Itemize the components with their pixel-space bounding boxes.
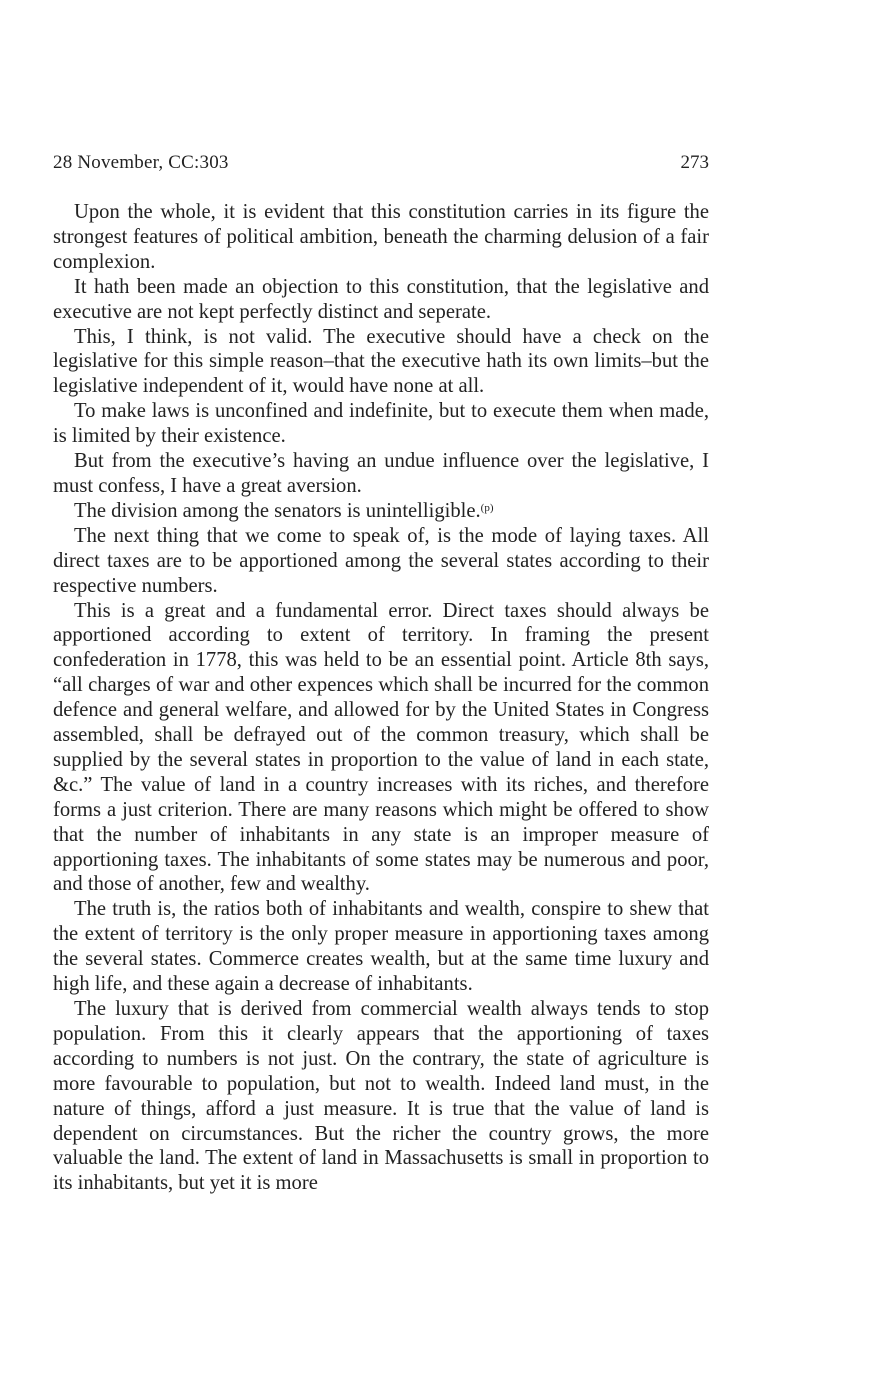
paragraph: The truth is, the ratios both of inhabitants and wealth, conspire to shew that the extent of territory is the only proper measure in apportioning taxes among the several states. Commerce creates wealth, but at the same time luxury and high life, and these again a decrease of inhabitants.	[53, 898, 709, 996]
paragraph: This is a great and a fundamental error. Direct taxes should always be apportioned according to extent of territory. In framing the present confederation in 1778, this was held to be an essential point. Article 8th says, “all charges of war and other expences which shall be incurred for the common defence and general welfare, and allowed for by the United States in Congress assembled, shall be defrayed out of the common treasury, which shall be supplied by the several states in proportion to the value of land in each state, &c.” The value of land in a country increases with its riches, and therefore forms a just criterion. There are many reasons which might be offered to show that the number of inhabitants in any state is an improper measure of apportioning taxes. The inhabitants of some states may be numerous and poor, and those of another, few and wealthy.	[53, 599, 709, 896]
running-head	[53, 150, 709, 176]
paragraph: But from the executive’s having an undue influence over the legislative, I must confess, I have a great aversion.	[53, 450, 709, 497]
page-number: 273	[680, 152, 709, 173]
body-text	[53, 200, 709, 1196]
paragraph: Upon the whole, it is evident that this constitution carries in its figure the strongest features of political ambition, beneath the charming delusion of a fair complexion.	[53, 201, 709, 273]
paragraph: The division among the senators is unintelligible.$^{(p)}$	[74, 499, 494, 522]
paragraph: It hath been made an objection to this constitution, that the legislative and executive are not kept perfectly distinct and seperate.	[53, 275, 709, 323]
paragraph: This, I think, is not valid. The executive should have a check on the legislative for this simple reason–that the executive hath its own limits–but the legislative independent of it, would have none at all.	[53, 325, 709, 398]
paragraph: To make laws is unconfined and indefinite, but to execute them when made, is limited by their existence.	[53, 400, 709, 448]
running-head-title: 28 November, CC:303	[53, 152, 229, 173]
paragraph: The next thing that we come to speak of, is the mode of laying taxes. All direct taxes are to be apportioned among the several states according to their respective numbers.	[53, 524, 709, 597]
footnote-reference: (p)	[480, 501, 494, 514]
paragraph: The luxury that is derived from commercial wealth always tends to stop population. From this it clearly appears that the apportioning of taxes according to numbers is not just. On the contrary, the state of agriculture is more favourable to population, but not to wealth. Indeed land must, in the nature of things, afford a just measure. It is true that the value of land is dependent on circumstances. But the richer the country grows, the more valuable the land. The extent of land in Massachusetts is small in proportion to its inhabitants, but yet it is more	[53, 998, 709, 1195]
